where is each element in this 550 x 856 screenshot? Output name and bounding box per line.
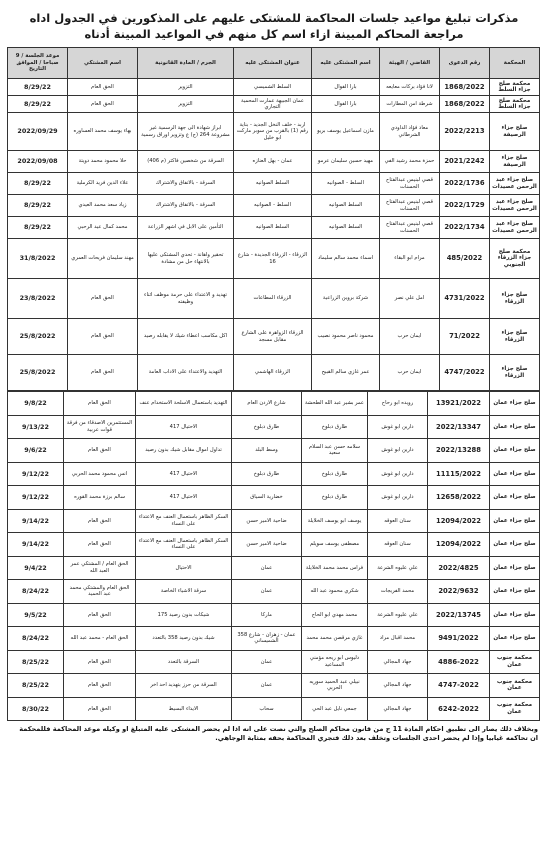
table-row: [8, 462, 540, 486]
cell-defendant: عمر غازي سالم القبيح: [312, 355, 380, 391]
header-charge: الجرم / المادة القانونية: [138, 48, 234, 79]
table-row: [8, 674, 540, 698]
cell-case-number: 4747/2022: [440, 355, 490, 391]
cell-address: عمان: [232, 580, 302, 604]
cell-defendant: طارق ذبلوخ: [302, 486, 368, 510]
table-row: [8, 217, 540, 239]
cell-court: صلح جزاء عمان: [490, 627, 540, 651]
cell-charge: السرقة بالتعدد: [136, 650, 232, 674]
cell-court: صلح جزاء عبد الرحمن عصيدات: [490, 195, 540, 217]
cell-date: 9/4/22: [8, 556, 64, 580]
cell-defendant: شكري محمود عبد الله: [302, 580, 368, 604]
cell-date: 2022/09/08: [8, 151, 68, 173]
cell-case-number: 6242-2022: [428, 697, 490, 721]
cell-complainant: الحق العام: [64, 697, 136, 721]
cell-court: صلح جزاء الرصيفة: [490, 151, 540, 173]
cell-judge: محمد اقبال مراد: [368, 627, 428, 651]
cell-complainant: بهاء يوسف محمد العساوره: [68, 113, 138, 151]
cell-case-number: 2022/1736: [440, 173, 490, 195]
cell-court: محكمة صلح جزاء السلط: [490, 96, 540, 113]
cell-date: 8/30/22: [8, 697, 64, 721]
cell-address: طارق ذبلوخ: [232, 462, 302, 486]
cell-charge: تهديد و الاعتداء على حرمة موظف اثناء وظيفته: [138, 279, 234, 319]
cell-case-number: 4747-2022: [428, 674, 490, 698]
cell-complainant: حلا محمود محمد دويتة: [68, 151, 138, 173]
cell-defendant: السلط الصوانيه: [312, 195, 380, 217]
cell-address: ماركا: [232, 603, 302, 627]
cell-judge: ايمان حرب: [380, 355, 440, 391]
cell-charge: التهديد والاعتداء على الاداب العامة: [138, 355, 234, 391]
cell-complainant: الحق العام: [64, 509, 136, 533]
cell-complainant: زياد سعد محمد العيدي: [68, 195, 138, 217]
cell-defendant: فراس محمد محمد الخلايلة: [302, 556, 368, 580]
cell-address: عمان - بهل العنازه: [234, 151, 312, 173]
cell-case-number: 12658/2022: [428, 486, 490, 510]
cell-charge: سرقة الاشياء الخاصة: [136, 580, 232, 604]
cell-defendant: محمد مهدي ابو الحاج: [302, 603, 368, 627]
cell-date: 9/13/22: [8, 415, 64, 439]
cell-case-number: 4886-2022: [428, 650, 490, 674]
cell-address: خضارية السياق: [232, 486, 302, 510]
cell-case-number: 9491/2022: [428, 627, 490, 651]
table-row: [8, 439, 540, 463]
cell-judge: قصي لبنيس عبدالفتاح الحسنات: [380, 217, 440, 239]
cell-date: 8/29/22: [8, 79, 68, 96]
cell-charge: السكر الظاهر باستعمال العنف مع الاعتداء على النساء: [136, 533, 232, 557]
cell-date: 9/12/22: [8, 486, 64, 510]
cell-court: محكمة صلح جزاء الزرقاء الجنوبي: [490, 239, 540, 279]
cell-date: 8/24/22: [8, 580, 64, 604]
cell-charge: اكل مكاسب اعطاء شيك لا يقابله رصيد: [138, 319, 234, 355]
cell-defendant: مهيد حسين سليمان عرمو: [312, 151, 380, 173]
cell-judge: جهاد المجالي: [368, 650, 428, 674]
cell-date: 31/8/2022: [8, 239, 68, 279]
cell-defendant: مصطفى يوسف سويلم: [302, 533, 368, 557]
cell-judge: امل علي نصر: [380, 279, 440, 319]
cell-date: 9/6/22: [8, 439, 64, 463]
cell-date: 25/8/2022: [8, 355, 68, 391]
cell-case-number: 11115/2022: [428, 462, 490, 486]
cell-court: صلح جزاء عبد الرحمن عصيدات: [490, 217, 540, 239]
cell-judge: علي عليوه الشرعة: [368, 556, 428, 580]
document: [8, 10, 540, 743]
cell-court: صلح جزاء عمان: [490, 603, 540, 627]
cell-case-number: 2022/9632: [428, 580, 490, 604]
cell-complainant: الحق العام: [68, 319, 138, 355]
cell-case-number: 1868/2022: [440, 79, 490, 96]
cell-address: وسط البلد: [232, 439, 302, 463]
cell-complainant: الحق العام: [64, 392, 136, 416]
cell-address: عمان: [232, 556, 302, 580]
table-row: [8, 79, 540, 96]
cell-judge: سنان العوقه: [368, 509, 428, 533]
header-complainant: اسم المشتكي: [68, 48, 138, 79]
cell-address: عمان الجبيهة عمارت المحمية التجاري: [234, 96, 312, 113]
table-row: [8, 355, 540, 391]
cell-charge: السرقة من شخصين فاكثر (م 406): [138, 151, 234, 173]
cell-case-number: 2022/13347: [428, 415, 490, 439]
cell-judge: دارين ابو غوش: [368, 439, 428, 463]
cell-address: الزرقاء الهاشمي: [234, 355, 312, 391]
cell-date: 25/8/2022: [8, 319, 68, 355]
table-row: [8, 650, 540, 674]
page-title: مذكرات تبليغ مواعيد جلسات المحاكمة للمشتكى عليهم على المذكورين في الجدول اداه مراجعة المحاكم المبينة ازاء اسم كل منهم في المواعيد المبينة أدناه: [29, 11, 519, 41]
cell-court: صلح جزاء عمان: [490, 439, 540, 463]
cell-defendant: عمر بشير عبد الله الطحشة: [302, 392, 368, 416]
cell-charge: السرقة من حرز بتهديد احد اخر: [136, 674, 232, 698]
table-row: [8, 392, 540, 416]
cell-charge: التأمين على الابل في اشهر الزراعة: [138, 217, 234, 239]
cell-charge: الاحتيال 417: [136, 486, 232, 510]
cell-date: 9/14/22: [8, 533, 64, 557]
cell-address: السلط الشميسي: [234, 79, 312, 96]
cell-defendant: سلامه حسن عبد السلام سعيد: [302, 439, 368, 463]
header-judge: القاضي / الهيئة: [380, 48, 440, 79]
table-row: [8, 113, 540, 151]
cell-case-number: 2022/2213: [440, 113, 490, 151]
cell-case-number: 71/2022: [440, 319, 490, 355]
cell-judge: دارين ابو غوش: [368, 486, 428, 510]
cell-complainant: الحق العام والمشتكي محمد عبد الحميد: [64, 580, 136, 604]
table-row: [8, 151, 540, 173]
cell-date: 8/25/22: [8, 650, 64, 674]
cell-judge: حمزة محمد رشيد الفي: [380, 151, 440, 173]
cell-address: ضاحية الامير حسن: [232, 533, 302, 557]
cell-complainant: سالم برزة محمد القوره: [64, 486, 136, 510]
table-row: [8, 603, 540, 627]
cell-charge: السرقة - بالاتفاق والاشتراك: [138, 173, 234, 195]
cell-judge: جهاد المجالي: [368, 697, 428, 721]
cell-court: محكمة صلح جزاء السلط: [490, 79, 540, 96]
cell-address: عمان - زهران - شارع 358 الشميساني: [232, 627, 302, 651]
cell-defendant: طارق ذبلوخ: [302, 415, 368, 439]
table-row: [8, 319, 540, 355]
cell-complainant: محمد كمال عيد الرحبي: [68, 217, 138, 239]
cell-case-number: 485/2022: [440, 239, 490, 279]
cell-court: صلح جزاء عمان: [490, 462, 540, 486]
cell-complainant: الحق العام / المشتكي عمر العبد الله: [64, 556, 136, 580]
cell-date: 8/29/22: [8, 195, 68, 217]
table-row: [8, 533, 540, 557]
cell-case-number: 12094/2022: [428, 533, 490, 557]
cell-charge: الاحتيال: [136, 556, 232, 580]
cell-defendant: محمود ناصر محمود نصيب: [312, 319, 380, 355]
cell-defendant: يوسف ابو يوسف الخلايلة: [302, 509, 368, 533]
cell-complainant: الحق العام: [64, 650, 136, 674]
table-row: [8, 556, 540, 580]
cell-defendant: مازن اسماعيل يوسف بريو: [312, 113, 380, 151]
cell-defendant: بارا الفوال: [312, 79, 380, 96]
cell-defendant: نبيلي عبد الحميد سوريه الحربي: [302, 674, 368, 698]
cell-judge: جهاد المجالي: [368, 674, 428, 698]
cell-judge: معاذ فؤاد الداودي الشرطاني: [380, 113, 440, 151]
cell-defendant: السلط - الصوانيه: [312, 173, 380, 195]
cell-court: صلح جزاء عمان: [490, 580, 540, 604]
cell-case-number: 2022/13288: [428, 439, 490, 463]
cell-court: صلح جزاء الرصيفة: [490, 113, 540, 151]
cell-judge: قصي لبنيس عبدالفتاح الحسنات: [380, 195, 440, 217]
cell-judge: دارين ابو غوش: [368, 415, 428, 439]
table-row: [8, 279, 540, 319]
cell-date: 8/29/22: [8, 96, 68, 113]
cell-date: 23/8/2022: [8, 279, 68, 319]
cell-judge: علي عليوه الشرعة: [368, 603, 428, 627]
cell-judge: شرطة امن المطارات: [380, 96, 440, 113]
cell-address: اربد - خلف النخل الجديد - بناية رقم (1) بالقرب من سوبر ماركت ابو خليل: [234, 113, 312, 151]
cell-case-number: 2022/1729: [440, 195, 490, 217]
cell-court: صلح جزاء عمان: [490, 533, 540, 557]
cell-case-number: 2022/13745: [428, 603, 490, 627]
cell-judge: مرام ابو البقاء: [380, 239, 440, 279]
cell-case-number: 2021/2242: [440, 151, 490, 173]
cell-judge: ايمان حرب: [380, 319, 440, 355]
cell-court: محكمة جنوب عمان: [490, 650, 540, 674]
cell-charge: التهديد باستعمال الاسلحة الاستخدام عنف: [136, 392, 232, 416]
cell-date: 8/25/22: [8, 674, 64, 698]
cell-complainant: الحق العام: [68, 355, 138, 391]
cell-date: 9/14/22: [8, 509, 64, 533]
table-row: [8, 415, 540, 439]
cell-charge: التزوير: [138, 79, 234, 96]
cell-address: طارق ذبلوخ: [232, 415, 302, 439]
cell-court: صلح جزاء عبد الرحمن عصيدات: [490, 173, 540, 195]
hearings-table-bottom: [7, 391, 540, 721]
cell-date: 8/29/22: [8, 173, 68, 195]
cell-case-number: 13921/2022: [428, 392, 490, 416]
cell-charge: السرقة - بالاتفاق والاشتراك: [138, 195, 234, 217]
cell-address: الزرقاء المطاعات: [234, 279, 312, 319]
cell-defendant: دليوس ابو ريحه مؤمني المساعيد: [302, 650, 368, 674]
cell-charge: الاحتيال 417: [136, 462, 232, 486]
cell-court: محكمة جنوب عمان: [490, 697, 540, 721]
cell-court: صلح جزاء عمان: [490, 392, 540, 416]
header-address: عنوان المشتكى عليه: [234, 48, 312, 79]
cell-court: صلح جزاء عمان: [490, 415, 540, 439]
table-row: [8, 486, 540, 510]
table-row: [8, 239, 540, 279]
cell-date: 8/24/22: [8, 627, 64, 651]
cell-charge: تحقير واهانة - تحدي المشتكى عليها بالانتهاء حل من مشادة: [138, 239, 234, 279]
cell-judge: قصي لبنيس عبدالفتاح الحسنات: [380, 173, 440, 195]
cell-complainant: علاء الدين فريد الكرملية: [68, 173, 138, 195]
cell-charge: السكر الظاهر باستعمال العنف مع الاعتداء على النساء: [136, 509, 232, 533]
cell-defendant: جمعي نايل عبد الحي: [302, 697, 368, 721]
header-defendant: اسم المشتكى عليه: [312, 48, 380, 79]
cell-judge: محمد الفريجات: [368, 580, 428, 604]
table-row: [8, 96, 540, 113]
cell-address: السلط الصوانيه: [234, 173, 312, 195]
table-row: [8, 580, 540, 604]
table-row: [8, 173, 540, 195]
cell-court: صلح جزاء الزرقاء: [490, 319, 540, 355]
table-row: [8, 627, 540, 651]
cell-address: عمان: [232, 674, 302, 698]
cell-case-number: 2022/4825: [428, 556, 490, 580]
cell-complainant: مهند سليمان فريحات العمري: [68, 239, 138, 279]
cell-complainant: الحق العام: [64, 603, 136, 627]
table-row: [8, 697, 540, 721]
cell-charge: شيكات بدون رصيد 175: [136, 603, 232, 627]
cell-date: 8/29/22: [8, 217, 68, 239]
cell-address: شارع الاردن العام: [232, 392, 302, 416]
cell-date: 9/12/22: [8, 462, 64, 486]
cell-complainant: الحق العام: [68, 79, 138, 96]
cell-charge: الاحتيال 417: [136, 415, 232, 439]
cell-case-number: 12094/2022: [428, 509, 490, 533]
cell-address: السلط الصوانيه: [234, 217, 312, 239]
cell-date: 9/5/22: [8, 603, 64, 627]
cell-case-number: 1868/2022: [440, 96, 490, 113]
cell-date: 2022/09/29: [8, 113, 68, 151]
cell-judge: سنان العوقه: [368, 533, 428, 557]
cell-court: محكمة جنوب عمان: [490, 674, 540, 698]
table-header-row: [8, 48, 540, 79]
cell-charge: الايذاء البسيط: [136, 697, 232, 721]
cell-court: صلح جزاء عمان: [490, 556, 540, 580]
cell-complainant: الحق العام: [64, 533, 136, 557]
cell-case-number: 2022/1734: [440, 217, 490, 239]
table-row: [8, 509, 540, 533]
cell-defendant: اسماء محمد سالم سليماد: [312, 239, 380, 279]
cell-court: صلح جزاء عمان: [490, 509, 540, 533]
cell-defendant: السلط الصوانيه: [312, 217, 380, 239]
header-date: موعد الجلسة / 9 صباحا / الموافق التاريخ: [8, 48, 68, 79]
footer-notice: وبخلاف ذلك يصار الى تطبيق احكام المادة 11 ج من قانون محاكم الصلح والتي نصت على انه اذا لم يحضر المشتكى عليه المتبلغ او وكيله موعد المحاكمة فللمحكمة ان تحاكمه غيابيا وإذا لم يحضر احدى الجلسات وتخلف بعد ذلك فتجري المحاكمة بحقه بمثابة الوجاهي.: [19, 725, 538, 742]
cell-complainant: الحق العام - محمد عبد الله: [64, 627, 136, 651]
cell-address: ضاحية الامير حسن: [232, 509, 302, 533]
cell-complainant: الحق العام: [68, 279, 138, 319]
cell-defendant: شركة بروين الزراعية: [312, 279, 380, 319]
cell-address: عمان: [232, 650, 302, 674]
cell-judge: دارين ابو غوش: [368, 462, 428, 486]
cell-complainant: انس محمود محمد الحربي: [64, 462, 136, 486]
cell-defendant: بارا الفوال: [312, 96, 380, 113]
cell-charge: التزوير: [138, 96, 234, 113]
cell-address: سحاب: [232, 697, 302, 721]
table-row: [8, 195, 540, 217]
cell-court: صلح جزاء عمان: [490, 486, 540, 510]
cell-defendant: طارق ذبلوخ: [302, 462, 368, 486]
cell-complainant: المستثمرين الاصدقاء من فرقة قوات عربية: [64, 415, 136, 439]
cell-judge: لانا فؤاد بركات معايعه: [380, 79, 440, 96]
hearings-table-top: [7, 47, 540, 391]
cell-address: الزرقاء - الزرقاء الجديدة - شارع 16: [234, 239, 312, 279]
cell-case-number: 4731/2022: [440, 279, 490, 319]
cell-charge: ابراز شهادة الى جهة الرسمية غير مشروعة 264 (ج) ع وتزوير اوراق رسمية: [138, 113, 234, 151]
cell-address: الزرقاء الزواهرة على الشارع مقابل مسجد: [234, 319, 312, 355]
cell-date: 9/8/22: [8, 392, 64, 416]
cell-charge: شيك بدون رصيد 358 بالتعدد: [136, 627, 232, 651]
cell-court: صلح جزاء الزرقاء: [490, 355, 540, 391]
cell-judge: رويده ابو رحاح: [368, 392, 428, 416]
cell-complainant: الحق العام: [64, 674, 136, 698]
cell-complainant: الحق العام: [68, 96, 138, 113]
cell-charge: تداول اموال مقابل شيك بدون رصيد: [136, 439, 232, 463]
cell-court: صلح جزاء الزرقاء: [490, 279, 540, 319]
header-case-number: رقم الدعوى: [440, 48, 490, 79]
cell-complainant: الحق العام: [64, 439, 136, 463]
cell-defendant: غازي مرقصن محمد محمد: [302, 627, 368, 651]
header-court: المحكمة: [490, 48, 540, 79]
cell-address: السلط - الصوانيه: [234, 195, 312, 217]
